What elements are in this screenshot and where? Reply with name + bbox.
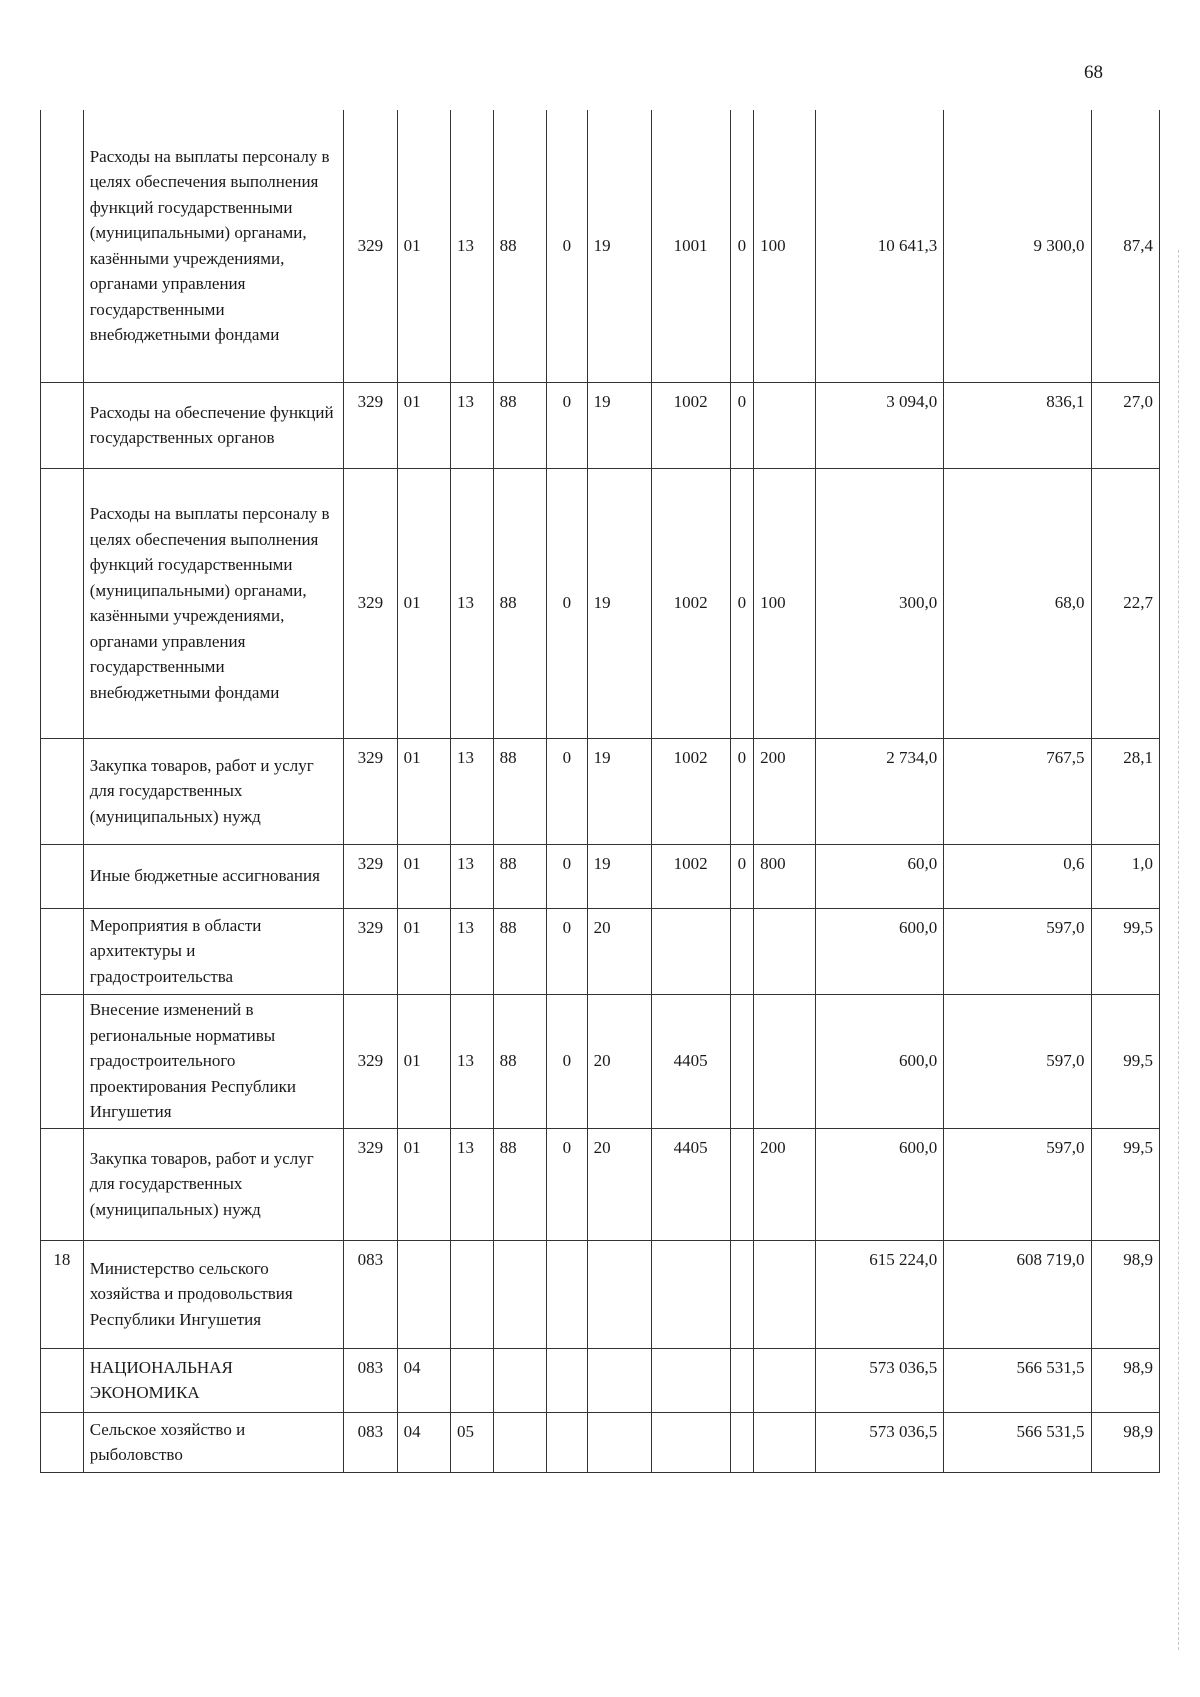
code-direction: 4405 xyxy=(651,1128,730,1240)
code-direction: 1002 xyxy=(651,738,730,844)
code-direction xyxy=(651,908,730,994)
scan-edge-mark xyxy=(1178,250,1179,1650)
code-expense-type: 100 xyxy=(754,110,816,382)
code-event xyxy=(587,1348,651,1412)
execution-percent: 99,5 xyxy=(1091,1128,1159,1240)
plan-amount: 300,0 xyxy=(816,468,944,738)
actual-amount: 836,1 xyxy=(944,382,1091,468)
plan-amount: 600,0 xyxy=(816,1128,944,1240)
code-program xyxy=(493,1412,546,1472)
code-section: 01 xyxy=(397,468,450,738)
code-ministry: 329 xyxy=(344,844,397,908)
code-subprogram: 0 xyxy=(547,1128,588,1240)
code-subsection: 13 xyxy=(450,468,493,738)
code-ministry: 083 xyxy=(344,1412,397,1472)
actual-amount: 767,5 xyxy=(944,738,1091,844)
execution-percent: 98,9 xyxy=(1091,1412,1159,1472)
code-section: 01 xyxy=(397,738,450,844)
code-event: 20 xyxy=(587,1128,651,1240)
code-subsection: 13 xyxy=(450,844,493,908)
code-section: 01 xyxy=(397,994,450,1128)
table-row xyxy=(41,1240,1160,1348)
table-row xyxy=(41,844,1160,908)
code-extra: 0 xyxy=(730,382,753,468)
execution-percent: 98,9 xyxy=(1091,1240,1159,1348)
row-number xyxy=(41,1128,84,1240)
code-ministry: 329 xyxy=(344,468,397,738)
code-extra xyxy=(730,994,753,1128)
code-direction: 1002 xyxy=(651,468,730,738)
code-ministry: 329 xyxy=(344,994,397,1128)
plan-amount: 573 036,5 xyxy=(816,1412,944,1472)
row-number xyxy=(41,738,84,844)
row-number xyxy=(41,994,84,1128)
table-row xyxy=(41,1412,1160,1472)
page-number: 68 xyxy=(1084,62,1103,83)
execution-percent: 27,0 xyxy=(1091,382,1159,468)
code-ministry: 329 xyxy=(344,110,397,382)
code-expense-type xyxy=(754,994,816,1128)
code-direction xyxy=(651,1348,730,1412)
code-subsection: 13 xyxy=(450,908,493,994)
row-name: Иные бюджетные ассигнования xyxy=(83,844,344,908)
code-program: 88 xyxy=(493,844,546,908)
code-program: 88 xyxy=(493,994,546,1128)
execution-percent: 99,5 xyxy=(1091,994,1159,1128)
code-extra xyxy=(730,1128,753,1240)
code-extra: 0 xyxy=(730,110,753,382)
code-subprogram xyxy=(547,1348,588,1412)
actual-amount: 597,0 xyxy=(944,1128,1091,1240)
row-name: Расходы на выплаты персоналу в целях обеспечения выполнения функций государственными (муниципальными) органами, казёнными учреждениями, органами управления государственными внебюджетными фондами xyxy=(83,468,344,738)
code-program xyxy=(493,1240,546,1348)
code-subprogram: 0 xyxy=(547,844,588,908)
code-ministry: 329 xyxy=(344,382,397,468)
execution-percent: 98,9 xyxy=(1091,1348,1159,1412)
budget-execution-table xyxy=(40,110,1160,1473)
code-subprogram: 0 xyxy=(547,468,588,738)
code-expense-type xyxy=(754,382,816,468)
code-subsection xyxy=(450,1348,493,1412)
code-ministry: 329 xyxy=(344,738,397,844)
code-extra: 0 xyxy=(730,468,753,738)
code-subprogram: 0 xyxy=(547,994,588,1128)
code-section: 01 xyxy=(397,908,450,994)
row-name: Мероприятия в области архитектуры и градостроительства xyxy=(83,908,344,994)
code-subprogram xyxy=(547,1412,588,1472)
actual-amount: 566 531,5 xyxy=(944,1412,1091,1472)
plan-amount: 615 224,0 xyxy=(816,1240,944,1348)
code-extra xyxy=(730,1348,753,1412)
code-event: 20 xyxy=(587,994,651,1128)
code-section: 04 xyxy=(397,1348,450,1412)
code-ministry: 329 xyxy=(344,908,397,994)
row-name: Закупка товаров, работ и услуг для государственных (муниципальных) нужд xyxy=(83,738,344,844)
code-subsection: 13 xyxy=(450,1128,493,1240)
code-direction: 1002 xyxy=(651,844,730,908)
code-subprogram: 0 xyxy=(547,908,588,994)
table-row xyxy=(41,468,1160,738)
code-program: 88 xyxy=(493,110,546,382)
row-name: Расходы на обеспечение функций государственных органов xyxy=(83,382,344,468)
actual-amount: 0,6 xyxy=(944,844,1091,908)
code-program: 88 xyxy=(493,738,546,844)
row-number xyxy=(41,1348,84,1412)
code-program xyxy=(493,1348,546,1412)
execution-percent: 87,4 xyxy=(1091,110,1159,382)
code-extra xyxy=(730,908,753,994)
code-expense-type: 800 xyxy=(754,844,816,908)
row-number xyxy=(41,908,84,994)
row-number xyxy=(41,468,84,738)
row-number: 18 xyxy=(41,1240,84,1348)
code-subsection: 13 xyxy=(450,382,493,468)
code-section xyxy=(397,1240,450,1348)
code-extra xyxy=(730,1412,753,1472)
code-expense-type xyxy=(754,1412,816,1472)
actual-amount: 597,0 xyxy=(944,994,1091,1128)
row-name: НАЦИОНАЛЬНАЯ ЭКОНОМИКА xyxy=(83,1348,344,1412)
code-direction: 1002 xyxy=(651,382,730,468)
code-subsection: 13 xyxy=(450,110,493,382)
table-row xyxy=(41,994,1160,1128)
code-event: 19 xyxy=(587,382,651,468)
table-row xyxy=(41,738,1160,844)
code-extra xyxy=(730,1240,753,1348)
code-subsection xyxy=(450,1240,493,1348)
actual-amount: 68,0 xyxy=(944,468,1091,738)
plan-amount: 573 036,5 xyxy=(816,1348,944,1412)
execution-percent: 28,1 xyxy=(1091,738,1159,844)
code-event xyxy=(587,1412,651,1472)
code-event: 19 xyxy=(587,844,651,908)
row-name: Расходы на выплаты персоналу в целях обеспечения выполнения функций государственными (муниципальными) органами, казёнными учреждениями, органами управления государственными внебюджетными фондами xyxy=(83,110,344,382)
code-expense-type xyxy=(754,1348,816,1412)
code-event xyxy=(587,1240,651,1348)
code-expense-type: 200 xyxy=(754,1128,816,1240)
code-section: 01 xyxy=(397,844,450,908)
code-event: 19 xyxy=(587,468,651,738)
code-extra: 0 xyxy=(730,844,753,908)
plan-amount: 3 094,0 xyxy=(816,382,944,468)
code-subprogram xyxy=(547,1240,588,1348)
code-program: 88 xyxy=(493,468,546,738)
table-row xyxy=(41,110,1160,382)
plan-amount: 10 641,3 xyxy=(816,110,944,382)
code-event: 19 xyxy=(587,738,651,844)
code-subsection: 13 xyxy=(450,738,493,844)
code-expense-type xyxy=(754,908,816,994)
plan-amount: 600,0 xyxy=(816,994,944,1128)
code-subprogram: 0 xyxy=(547,738,588,844)
row-name: Закупка товаров, работ и услуг для государственных (муниципальных) нужд xyxy=(83,1128,344,1240)
code-direction xyxy=(651,1240,730,1348)
table-row xyxy=(41,908,1160,994)
actual-amount: 608 719,0 xyxy=(944,1240,1091,1348)
code-ministry: 329 xyxy=(344,1128,397,1240)
actual-amount: 566 531,5 xyxy=(944,1348,1091,1412)
code-section: 04 xyxy=(397,1412,450,1472)
actual-amount: 9 300,0 xyxy=(944,110,1091,382)
code-extra: 0 xyxy=(730,738,753,844)
table-row xyxy=(41,1348,1160,1412)
code-subsection: 05 xyxy=(450,1412,493,1472)
code-section: 01 xyxy=(397,110,450,382)
actual-amount: 597,0 xyxy=(944,908,1091,994)
row-name: Министерство сельского хозяйства и продовольствия Республики Ингушетия xyxy=(83,1240,344,1348)
row-name: Сельское хозяйство и рыболовство xyxy=(83,1412,344,1472)
code-expense-type xyxy=(754,1240,816,1348)
code-expense-type: 200 xyxy=(754,738,816,844)
table-row xyxy=(41,1128,1160,1240)
row-number xyxy=(41,844,84,908)
code-direction: 1001 xyxy=(651,110,730,382)
code-ministry: 083 xyxy=(344,1348,397,1412)
execution-percent: 1,0 xyxy=(1091,844,1159,908)
code-event: 19 xyxy=(587,110,651,382)
code-section: 01 xyxy=(397,1128,450,1240)
execution-percent: 99,5 xyxy=(1091,908,1159,994)
plan-amount: 60,0 xyxy=(816,844,944,908)
code-program: 88 xyxy=(493,908,546,994)
code-section: 01 xyxy=(397,382,450,468)
code-subprogram: 0 xyxy=(547,382,588,468)
code-direction: 4405 xyxy=(651,994,730,1128)
plan-amount: 2 734,0 xyxy=(816,738,944,844)
code-direction xyxy=(651,1412,730,1472)
code-event: 20 xyxy=(587,908,651,994)
code-subsection: 13 xyxy=(450,994,493,1128)
row-number xyxy=(41,1412,84,1472)
row-number xyxy=(41,110,84,382)
execution-percent: 22,7 xyxy=(1091,468,1159,738)
row-number xyxy=(41,382,84,468)
code-expense-type: 100 xyxy=(754,468,816,738)
code-subprogram: 0 xyxy=(547,110,588,382)
code-program: 88 xyxy=(493,1128,546,1240)
code-ministry: 083 xyxy=(344,1240,397,1348)
table-row xyxy=(41,382,1160,468)
plan-amount: 600,0 xyxy=(816,908,944,994)
code-program: 88 xyxy=(493,382,546,468)
row-name: Внесение изменений в региональные нормативы градостроительного проектирования Республики Ингушетия xyxy=(83,994,344,1128)
